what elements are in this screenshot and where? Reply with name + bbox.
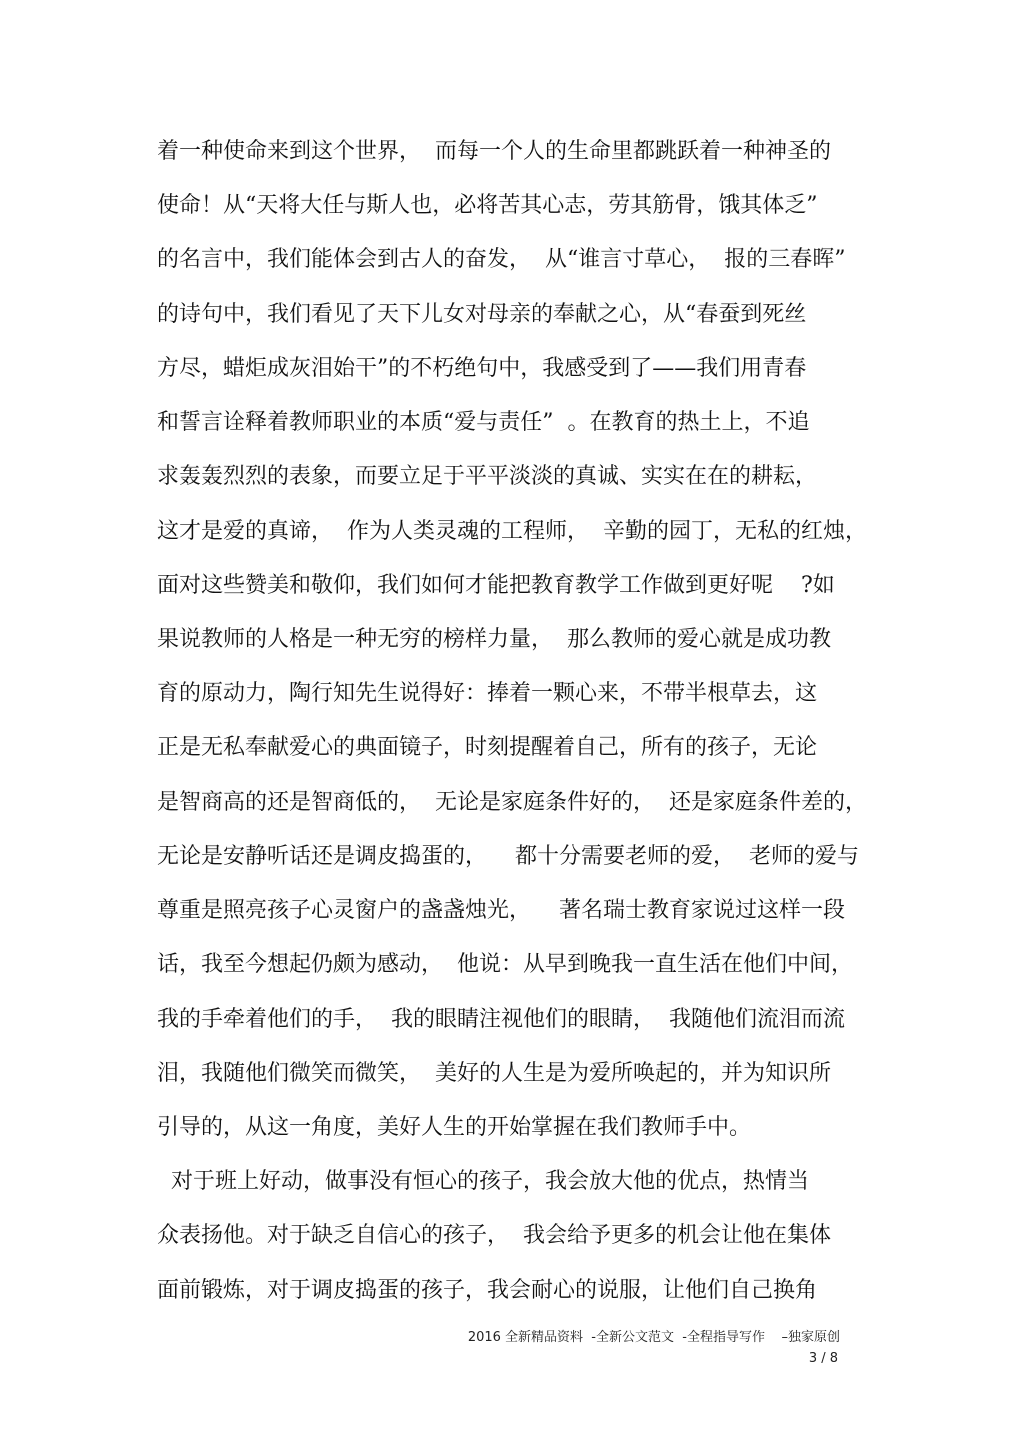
body-text-line: 求轰轰烈烈的表象，而要立足于平平淡淡的真诚、实实在在的耕耘，	[157, 464, 818, 489]
body-text-line: 无论是安静听话还是调皮捣蛋的， 都十分需要老师的爱， 老师的爱与	[157, 844, 859, 869]
body-text-line: 使命！从“天将大任与斯人也，必将苦其心志，劳其筋骨，饿其体乏”	[157, 193, 818, 218]
body-text-line: 育的原动力，陶行知先生说得好：捧着一颗心来，不带半根草去，这	[157, 681, 818, 706]
body-text-line: 是智商高的还是智商低的， 无论是家庭条件好的， 还是家庭条件差的，	[157, 790, 867, 815]
body-text-line: 正是无私奉献爱心的典面镜子，时刻提醒着自己，所有的孩子，无论	[157, 735, 818, 760]
footer-text: 2016 全新精品资料 -全新公文范文 -全程指导写作 –独家原创	[467, 1330, 840, 1345]
body-text-line: 和誓言诠释着教师职业的本质“爱与责任” 。在教育的热土上，不追	[157, 410, 810, 435]
body-text-line: 话，我至今想起仍颇为感动， 他说：从早到晚我一直生活在他们中间，	[157, 952, 853, 977]
body-text-line: 尊重是照亮孩子心灵窗户的盏盏烛光， 著名瑞士教育家说过这样一段	[157, 898, 845, 923]
body-text-line: 面对这些赞美和敬仰，我们如何才能把教育教学工作做到更好呢 ?如	[157, 573, 835, 598]
body-text-line: 方尽，蜡炬成灰泪始干”的不朽绝句中，我感受到了——我们用青春	[157, 356, 807, 381]
body-text-line: 面前锻炼，对于调皮捣蛋的孩子，我会耐心的说服，让他们自己换角	[157, 1278, 818, 1303]
body-text-line: 果说教师的人格是一种无穷的榜样力量， 那么教师的爱心就是成功教	[157, 627, 831, 652]
body-text-line: 引导的，从这一角度，美好人生的开始掌握在我们教师手中。	[157, 1115, 752, 1140]
body-text-line: 的名言中，我们能体会到古人的奋发， 从“谁言寸草心， 报的三春晖”	[157, 247, 846, 272]
body-text-line: 泪，我随他们微笑而微笑， 美好的人生是为爱所唤起的，并为知识所	[157, 1061, 831, 1086]
body-text-line: 的诗句中，我们看见了天下儿女对母亲的奉献之心，从“春蚕到死丝	[157, 302, 807, 327]
body-text-line: 对于班上好动，做事没有恒心的孩子，我会放大他的优点，热情当	[157, 1169, 809, 1194]
body-text-line: 我的手牵着他们的手， 我的眼睛注视他们的眼睛， 我随他们流泪而流	[157, 1007, 845, 1032]
body-text-line: 众表扬他。对于缺乏自信心的孩子， 我会给予更多的机会让他在集体	[157, 1223, 831, 1248]
body-text-line: 这才是爱的真谛， 作为人类灵魂的工程师， 辛勤的园丁，无私的红烛，	[157, 519, 867, 544]
body-text-line: 着一种使命来到这个世界， 而每一个人的生命里都跳跃着一种神圣的	[157, 139, 831, 164]
page-indicator: 3 / 8	[808, 1351, 838, 1366]
